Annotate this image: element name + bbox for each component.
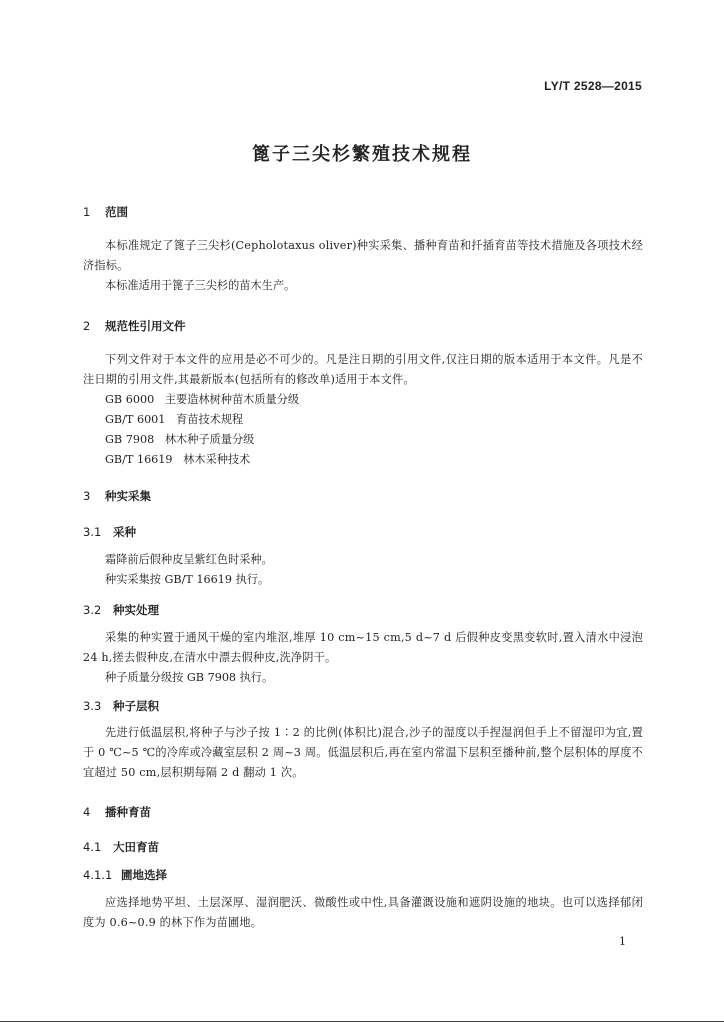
reference-item: GB/T 6001 育苗技术规程: [105, 413, 244, 426]
bottom-divider: [0, 1021, 724, 1022]
reference-item: GB 7908 林木种子质量分级: [105, 433, 255, 446]
standard-code: LY/T 2528—2015: [544, 79, 642, 93]
paragraph: 本标准规定了篦子三尖杉(Cepholotaxus oliver)种实采集、播种育苗和扦插育苗等技术措施及各项技术经济指标。: [83, 239, 643, 272]
section-3-2-heading: [83, 602, 159, 618]
paragraph: 种子质量分级按 GB 7908 执行。: [105, 671, 274, 684]
section-title: 规范性引用文件: [105, 319, 186, 333]
section-number: 2: [83, 319, 91, 333]
section-3-heading: [83, 488, 151, 504]
paragraph: 霜降前后假种皮呈紫红色时采种。: [105, 553, 273, 566]
paragraph: 本标准适用于篦子三尖杉的苗木生产。: [105, 279, 296, 292]
section-title: 范围: [105, 205, 128, 219]
paragraph: 下列文件对于本文件的应用是必不可少的。凡是注日期的引用文件,仅注日期的版本适用于本文件。凡是不注日期的引用文件,其最新版本(包括所有的修改单)适用于本文件。: [83, 353, 643, 386]
paragraph: 采集的种实置于通风干燥的室内堆沤,堆厚 10 cm~15 cm,5 d~7 d 后假种皮变黑变软时,置入清水中浸泡 24 h,搓去假种皮,在清水中漂去假种皮,洗净阴干。: [83, 631, 643, 664]
reference-item: GB/T 16619 林木采种技术: [105, 453, 251, 466]
section-title: 种实采集: [105, 489, 151, 503]
paragraph: 先进行低温层积,将种子与沙子按 1∶2 的比例(体积比)混合,沙子的湿度以手捏湿润但手上不留湿印为宜,置于 0 ℃~5 ℃的冷库或冷藏室层积 2 周~3 周。低温层积后,再在室内常温下层积至播种前,整个层积体的厚度不宜超过 50 cm,层积期每隔 2 d 翻动 1 次。: [83, 726, 643, 779]
paragraph: 应选择地势平坦、土层深厚、湿润肥沃、微酸性或中性,具备灌溉设施和遮阴设施的地块。也可以选择郁闭度为 0.6~0.9 的林下作为苗圃地。: [83, 896, 643, 929]
section-number: 1: [83, 205, 91, 219]
section-title: 采种: [113, 525, 136, 539]
section-4-heading: [83, 804, 151, 820]
document-title: 篦子三尖杉繁殖技术规程: [252, 144, 472, 165]
section-title: 种子层积: [113, 699, 159, 713]
section-3-3-heading: [83, 698, 159, 714]
section-title: 种实处理: [113, 603, 159, 617]
section-number: 4.1: [83, 840, 102, 854]
reference-item: GB 6000 主要造林树种苗木质量分级: [105, 393, 300, 406]
section-title: 大田育苗: [113, 840, 159, 854]
section-number: 3.3: [83, 699, 102, 713]
section-number: 4: [83, 805, 91, 819]
section-3-1-heading: [83, 524, 136, 540]
section-title: 圃地选择: [121, 868, 167, 882]
section-title: 播种育苗: [105, 805, 151, 819]
paragraph: 种实采集按 GB/T 16619 执行。: [105, 573, 270, 586]
section-number: 3.2: [83, 603, 102, 617]
section-4-1-heading: [83, 839, 159, 855]
section-number: 3: [83, 489, 91, 503]
section-2-heading: [83, 318, 186, 334]
section-4-1-1-heading: [83, 867, 167, 883]
section-1-heading: [83, 204, 128, 220]
section-number: 3.1: [83, 525, 102, 539]
section-number: 4.1.1: [83, 868, 113, 882]
page-number: 1: [619, 935, 626, 948]
